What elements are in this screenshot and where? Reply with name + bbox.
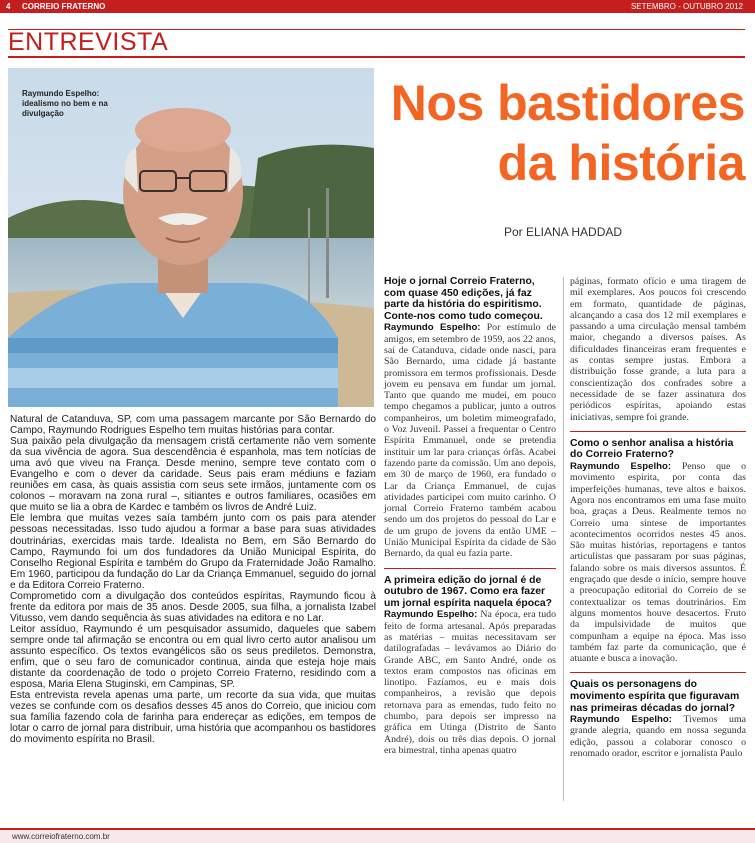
question-3: Como o senhor analisa a história do Correio Fraterno?: [570, 437, 734, 461]
interview-column-2: [570, 276, 746, 759]
speaker-label: Raymundo Espelho:: [384, 609, 478, 621]
answer-2: [384, 609, 556, 756]
article-title-line-1: Nos bastidores: [390, 75, 745, 131]
byline: Por ELIANA HADDAD: [504, 225, 623, 239]
page-header-bar: [0, 0, 755, 13]
issue-date: SETEMBRO - OUTUBRO 2012: [630, 2, 743, 11]
intro-paragraph: Sua paixão pela divulgação da mensagem cristã certamente não vem somente da sua vivência de agora. Sua descendência é espanhola, mas tem notícias de uma avó que viveu na França. Desde menino, sempre teve contato com o Evangelho e com o dever da caridade. Seus pais eram médiuns e faziam reuniões em casa, às quais assistia com seus sete irmãos, juntamente com os colonos – moravam na zona rural –, sitiantes e outros familiares, ocasiões em que muito se lia a obra de Kardec e também os livros de André Luiz.: [10, 436, 376, 514]
column-divider: [563, 277, 564, 801]
intro-paragraph: Natural de Catanduva, SP, com uma passagem marcante por São Bernardo do Campo, Raymundo Rodrigues Espelho tem muitas histórias para contar.: [10, 414, 376, 437]
speaker-label: Raymundo Espelho:: [570, 714, 672, 726]
page-number: 4: [6, 2, 11, 11]
question-2: A primeira edição do jornal é de outubro de 1967. Como era fazer um jornal espírita naquela época?: [384, 574, 553, 609]
answer-3-text: Penso que o movimento espírita, por conta das imperfeições humanas, teve altos e baixos. Agora nos encontramos em uma fase muito boa, graças a Deus. Realmente temos no Correio uma síntese de importantes acontecimentos ocorridos nestes 45 anos. São muitas histórias, reportagens e tantos articulistas que passaram por suas páginas, falando sobre os mais diversos assuntos. É engraçado que desde o início, sempre houve a preocupação editorial do Correio de se contextualizar os temas doutrinários. Em alguns momentos houve desacertos. Fruto da impulsividade de muitos que compunham a equipe na época. Mas isso também faz parte da comunicação, que é atuante e busca a inovação.: [570, 461, 747, 665]
question-divider: [570, 431, 746, 432]
intro-paragraph: Ele lembra que muitas vezes saía também junto com os pais para atender pessoas necessitadas. Isso tudo ajudou a formar a base para suas atividades doutrinárias, exercidas mais tarde. Idealista no Bem, em São Bernardo do Campo, Raymundo foi um dos fundadores da União Municipal Espírita, do Conselho Regional Espírita e também do Grupo da Fraternidade João Ramalho. Em 1960, participou da fundação do Lar da Criança Emmanuel, seguido do jornal e da Editora Correio Fraterno.: [10, 513, 376, 591]
section-bottom-rule: [8, 56, 745, 58]
article-title: [385, 73, 745, 193]
website-url[interactable]: www.correiofraterno.com.br: [12, 832, 110, 841]
answer-1: [384, 322, 556, 559]
intro-text: [10, 414, 376, 745]
article-title-line-2: da história: [497, 135, 745, 191]
photo-caption: Raymundo Espelho: idealismo no bem e na divulgação: [22, 89, 108, 118]
answer-1-text: Por estímulo de amigos, em setembro de 1959, aos 22 anos, saí de Catanduva, cidade onde nasci, para São Bernardo, uma cidade já bastante promissora em termos profissionais. Desde jovem eu pensava em fundar um jornal. Tanto que quando me mudei, em pouco tempo chegamos a publicar, junto a outros companheiros, um boletim mimeografado, o Voz Juvenil. Passei a frequentar o Centro Espírita Emmanuel, onde se pretendia instituir um lar para crianças órfãs. Acabei fazendo parte da comissão. Um ano depois, em 30 de março de 1960, era fundado o Lar da Criança Emmanuel, de cujas atividades participei com muito carinho. O jornal Correio Fraterno também acabou sendo um dos projetos do pessoal do Lar e de um grupo de jovens da então UME – União Municipal Espírita da cidade de São Bernardo, da qual eu fazia parte.: [384, 322, 556, 560]
question-divider: [570, 672, 746, 673]
answer-4: [570, 714, 746, 759]
answer-3: [570, 461, 746, 664]
intro-paragraph: Comprometido com a divulgação dos conteúdos espíritas, Raymundo ficou à frente da editora por mais de 35 anos. Desde 2005, sua filha, a jornalista Izabel Vitusso, vem dando sequência às suas atividades na editora e no Lar.: [10, 590, 376, 624]
speaker-label: Raymundo Espelho:: [570, 461, 672, 473]
answer-4-text: Tivemos uma grande alegria, quando em nossa segunda edição, passou a colaborar conosco o renomado orador, escritor e jornalista Paulo: [570, 714, 747, 760]
answer-2-text: Na época, era tudo feito de forma artesanal. Após preparadas as matérias – muitas necessitavam ser datilografadas – levávamos ao Diário do Grande ABC, em Santo André, onde os textos eram compostos nas oficinas em linotipo. Fazíamos, eu e mais dois companheiros, a revisão que depois retornava para as emendas, tudo feito no chumbo, para depois ser impresso na gráfica em Utinga (Distrito de Santo André), dois ou três dias depois. O jornal era bimestral, tinha apenas quatro: [384, 609, 556, 756]
magazine-name: CORREIO FRATERNO: [22, 2, 106, 11]
question-1: Hoje o jornal Correio Fraterno, com quase 450 edições, já faz parte da história do espiritismo. Conte-nos como tudo começou.: [384, 276, 543, 322]
intro-paragraph: Esta entrevista revela apenas uma parte, um recorte da sua vida, que muitas vezes se confunde com os desafios desses 45 anos do Correio, que iniciou com sua família fazendo cola de farinha para endereçar as edições, em tempos de lotar o carro de jornal para distribuir, uma história que acompanhou os bastidores do movimento espírita no Brasil.: [10, 690, 376, 746]
intro-paragraph: Leitor assíduo, Raymundo é um pesquisador assumido, daqueles que sabem sempre onde tal afirmação se encontra ou em qual livro certo autor analisou um assunto específico. Os textos evangélicos são os seus prediletos. Demonstra, enfim, que o seu faro de comunicador continua, ainda que esteja hoje mais distante da coordenação de todo o projeto Correio Fraterno, residindo com a esposa, Maria Elena Stuginski, em Campinas, SP.: [10, 623, 376, 691]
answer-2-continued: páginas, formato ofício e uma tiragem de mil exemplares. Aos poucos foi crescendo em formato, quantidade de páginas, alcançando a casa dos 12 mil exemplares e passando a uma circulação mensal também maior, chegando a diversos países. As dificuldades financeiras eram frequentes e as contas sempre justas. Embora a distribuição fosse grande, a luta para a conscientização dos confrades sobre a necessidade de se fazer assinatura dos periódicos espíritas, apoiando estas iniciativas, sempre foi grande.: [570, 276, 746, 423]
question-divider: [384, 568, 556, 569]
section-title: ENTREVISTA: [8, 28, 169, 56]
question-4: Quais os personagens do movimento espírita que figuravam nas primeiras décadas do jornal?: [570, 679, 740, 714]
speaker-label: Raymundo Espelho:: [384, 322, 481, 334]
interview-column-1: [384, 276, 556, 756]
